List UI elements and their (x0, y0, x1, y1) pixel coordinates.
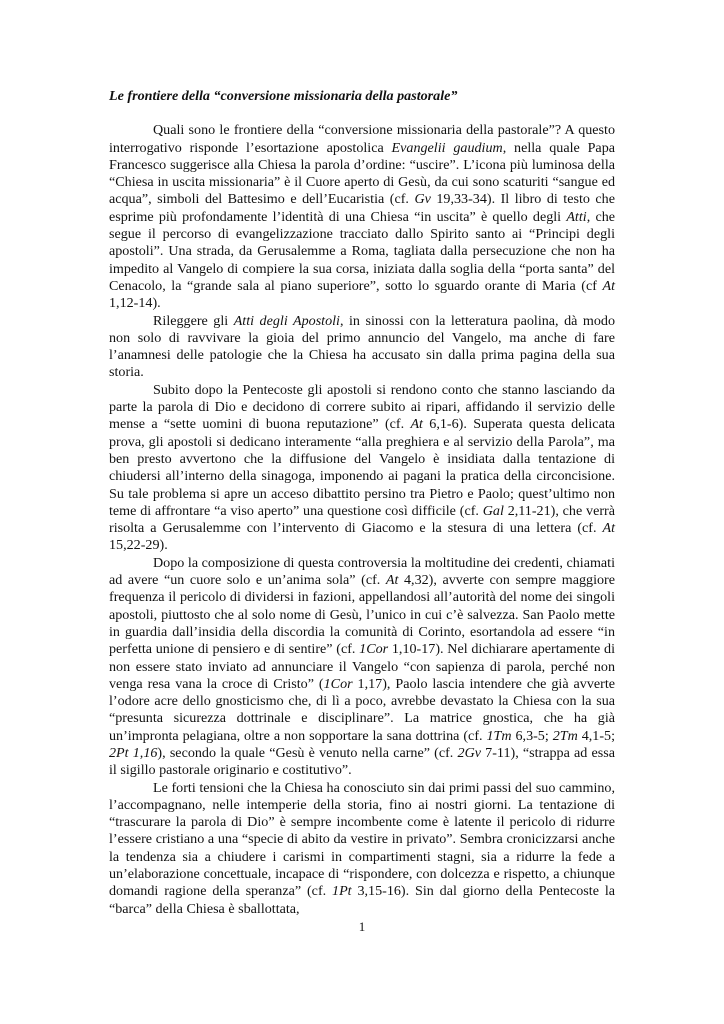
paragraph (109, 313, 615, 382)
paragraph (109, 555, 615, 780)
italic-text: Atti (566, 208, 587, 225)
text-run: 15,22-29). (109, 537, 168, 554)
text-run: 19,33-34). Il libro di testo che esprime più profondamente l’identità di una Chiesa “in uscita” è quello degli (109, 191, 615, 225)
text-run: Quali sono le frontiere della “conversione missionaria della pastorale”? A questo interrogativo risponde l’esortazione apostolica (109, 122, 615, 156)
text-run: 7-11), “strappa ad essa il sigillo pastorale originario e costitutivo”. (109, 744, 615, 779)
italic-text: At (602, 520, 615, 537)
text-run: 1,12-14). (109, 295, 161, 312)
italic-text: Evangelii gaudium (391, 139, 503, 156)
text-run: 1,10-17). Nel dichiarare apertamente di non essere stato inviato ad annunciare il Vangelo “con sapienza di parola, perché non venga resa vana la croce di Cristo” ( (109, 641, 615, 692)
italic-text: Gal (482, 502, 504, 519)
paragraph (109, 780, 615, 918)
text-run: , nella quale Papa Francesco suggerisce alla Chiesa la parola d’ordine: “uscire”. L’icona più luminosa della “Chiesa in uscita missionaria” è il Cuore aperto di Gesù, da cui sono scaturiti “sangue ed acqua”, simboli del Battesimo e dell’Eucaristia (cf. (109, 139, 615, 208)
text-run: 6,3-5; (511, 727, 553, 744)
italic-text: Atti degli Apostoli (233, 312, 340, 329)
text-run: Le forti tensioni che la Chiesa ha conosciuto sin dai primi passi del suo cammino, l’accompagnano, nelle intemperie della storia, fino ai nostri giorni. La tentazione di “trascurare la parola di Dio” è sempre incombente come è latente il pericolo di ridurre l’essere cristiano a una “specie di abito da vestire in privato”. Sembra cronicizzarsi anche la tendenza sia a chiudere i carismi in compartimenti stagni, sia a ridurre la fede a un’elaborazione concettuale, incapace di “rispondere, con dolcezza e rispetto, a chiunque domandi ragione della speranza” (cf. (109, 779, 615, 900)
text-run: Rileggere gli (153, 312, 234, 329)
italic-text: 2Tm (552, 727, 578, 744)
italic-text: 1Pt (332, 883, 352, 900)
text-run: 6,1-6). Superata questa delicata prova, gli apostoli si dedicano interamente “alla preghiera e al servizio della Parola”, ma ben presto avvertono che la diffusione del Vangelo è insidiata dalla tentazione di chiudersi all’interno della sinagoga, imponendo ai pagani la pratica della circoncisione. Su tale problema si apre un acceso dibattito persino tra Pietro e Paolo; quest’ultimo non teme di affrontare “a viso aperto” una questione così difficile (cf. (109, 416, 615, 519)
italic-text: 2Gv (457, 744, 481, 761)
text-run: Subito dopo la Pentecoste gli apostoli si rendono conto che stanno lasciando da parte la parola di Dio e decidono di correre subito ai ripari, affidando il servizio delle mense a “sette uomini di buona reputazione” (cf. (109, 381, 615, 433)
italic-text: 1Cor (323, 675, 353, 692)
italic-text: At (602, 277, 615, 294)
text-run: 4,32), avverte con sempre maggiore frequenza il pericolo di dividersi in fazioni, appellandosi all’autorità del nome dei singoli apostoli, piuttosto che al solo nome di Gesù, l’unico in cui c’è salvezza. San Paolo mette in guardia dall’insidia della discordia la comunità di Corinto, esortandola ad essere “in perfetta unione di pensiero e di sentire” (cf. (109, 572, 616, 658)
text-run: 3,15-16). Sin dal giorno della Pentecoste la “barca” della Chiesa è sballottata, (109, 883, 615, 917)
italic-text: At (410, 416, 423, 433)
text-run: 2,11-21), che verrà risolta a Gerusalemme con l’intervento di Giacomo e la stesura di una lettera (cf. (109, 502, 616, 537)
italic-text: At (385, 572, 399, 589)
text-run: 1,17), Paolo lascia intendere che già avverte l’odore acre dello gnosticismo che, di lì a poco, avrebbe devastato la Chiesa con la sua “presunta sicurezza dottrinale e disciplinare”. La matrice gnostica, che ha già un’impronta pelagiana, oltre a non sopportare la sana dottrina (cf. (109, 675, 615, 744)
text-run: Dopo la composizione di questa controversia la moltitudine dei credenti, chiamati ad avere “un cuore solo e un’anima sola” (cf. (109, 554, 615, 589)
text-run: , in sinossi con la letteratura paolina, dà modo non solo di ravvivare la gioia del primo annuncio del Vangelo, ma anche di fare l’anamnesi delle patologie che la Chiesa ha accusato sin dalla prima pagina della sua storia. (109, 312, 615, 381)
document-body (109, 88, 615, 918)
italic-text: 1Cor (359, 641, 389, 658)
paragraph (109, 382, 615, 555)
text-run: , che segue il percorso di evangelizzazione tracciato dallo Spirito santo ai “Principi degli apostoli”. Una strada, da Gerusalemme a Roma, tagliata dalla persecuzione che non ha impedito al Vangelo di compiere la sua corsa, iniziata dalla soglia della “porta santa” del Cenacolo, la “grande sala al piano superiore”, sotto lo sguardo orante di Maria (cf (109, 208, 616, 294)
text-run: ), secondo la quale “Gesù è venuto nella carne” (cf. (157, 744, 458, 761)
italic-text: 1Tm (486, 727, 512, 744)
section-title: Le frontiere della “conversione missionaria della pastorale” (109, 88, 458, 104)
text-run: 4,1-5; (577, 727, 616, 744)
paragraphs-container (109, 122, 615, 918)
page-number: 1 (358, 919, 366, 934)
italic-text: Gv (414, 191, 431, 208)
italic-text: 2Pt 1,16 (109, 744, 158, 761)
paragraph (109, 122, 615, 312)
